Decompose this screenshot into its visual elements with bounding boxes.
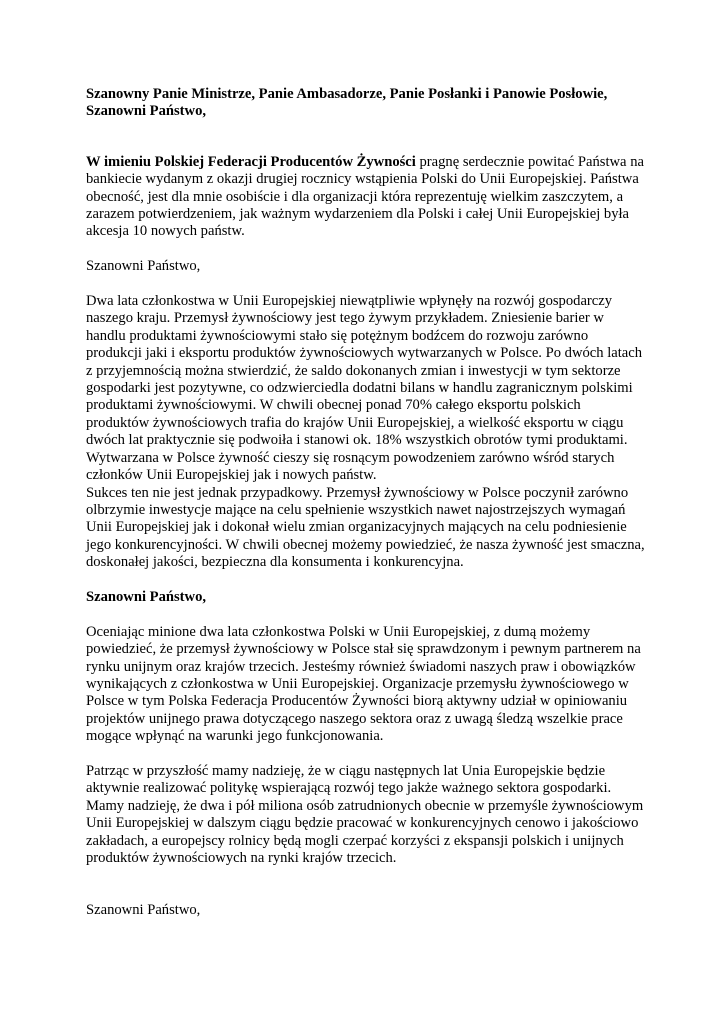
salutation-line-2: Szanowni Państwo, [86,103,207,120]
paragraph-3: Sukces ten nie jest jednak przypadkowy. Przemysł żywnościowy w Polsce poczynił zarówno olbrzymie inwestycje mające na celu spełnienie wszystkich nawet najostrzejszych wymagań Unii Europejskiej jak i dokonał wielu zmian organizacyjnych mających na celu podniesienie jego konkurencyjności. W chwili obecnej możemy powiedzieć, że nasza żywność jest smaczna, doskonałej jakości, bezpieczna dla konsumenta i konkurencyjna. [86,484,645,571]
address-1: Szanowni Państwo, [86,258,201,275]
address-2: Szanowni Państwo, [86,588,207,605]
paragraph-2: Dwa lata członkostwa w Unii Europejskiej niewątpliwie wpłynęły na rozwój gospodarczy naszego kraju. Przemysł żywnościowy jest tego żywym przykładem. Zniesienie barier w handlu produktami żywnościowymi stało się potężnym bodźcem do rozwoju zarówno produkcji jaki i eksportu produktów żywnościowych wytwarzanych w Polsce. Po dwóch latach z przyjemnością można stwierdzić, że saldo dokonanych zmian i inwestycji w tym sektorze gospodarki jest pozytywne, co odzwierciedla dodatni bilans w handlu zagranicznym polskimi produktami żywnościowymi. W chwili obecnej ponad 70% całego eksportu polskich produktów żywnościowych trafia do krajów Unii Europejskiej, a wielkość eksportu w ciągu dwóch lat praktycznie się podwoiła i stanowi ok. 18% wszystkich obrotów tymi produktami. Wytwarzana w Polsce żywność cieszy się rosnącym powodzeniem zarówno wśród starych członków Unii Europejskiej jak i nowych państw. [86,293,643,484]
federation-name: W imieniu Polskiej Federacji Producentów Żywności [86,153,416,170]
address-3: Szanowni Państwo, [86,902,201,919]
intro-paragraph [86,154,646,241]
paragraph-5: Patrząc w przyszłość mamy nadzieję, że w ciągu następnych lat Unia Europejskie będzie aktywnie realizować politykę wspierającą rozwój tego jakże ważnego sektora gospodarki. Mamy nadzieję, że dwa i pół miliona osób zatrudnionych obecnie w przemyśle żywnościowym Unii Europejskiej w dalszym ciągu będzie pracować w konkurencyjnych cenowo i jakościowo zakładach, a europejscy rolnicy będą mogli czerpać korzyści z ekspansji polskich i unijnych produktów żywnościowych na rynki krajów trzecich. [86,762,644,866]
paragraph-4: Oceniając minione dwa lata członkostwa Polski w Unii Europejskiej, z dumą możemy powiedzieć, że przemysł żywnościowy w Polsce stał się sprawdzonym i pewnym partnerem na rynku unijnym oraz krajów trzecich. Jesteśmy również świadomi naszych praw i obowiązków wynikających z członkostwa w Unii Europejskiej. Organizacje przemysłu żywnościowego w Polsce w tym Polska Federacja Producentów Żywności biorą aktywny udział w opiniowaniu projektów unijnego prawa dotyczącego naszego sektora oraz z uwagą śledzą wszelkie prace mogące wpłynąć na warunki jego funkcjonowania. [86,623,641,745]
letter-body [86,86,646,920]
intro-text: pragnę serdecznie powitać Państwa na bankiecie wydanym z okazji drugiej rocznicy wstąpienia Polski do Unii Europejskiej. Państwa obecność, jest dla mnie osobiście i dla organizacji która reprezentuję wielkim zaszczytem, a zarazem potwierdzeniem, jak ważnym wydarzeniem dla Polski i całej Unii Europejskiej była akcesja 10 nowych państw. [86,153,644,240]
salutation-line-1: Szanowny Panie Ministrze, Panie Ambasadorze, Panie Posłanki i Panowie Posłowie, [86,86,608,102]
